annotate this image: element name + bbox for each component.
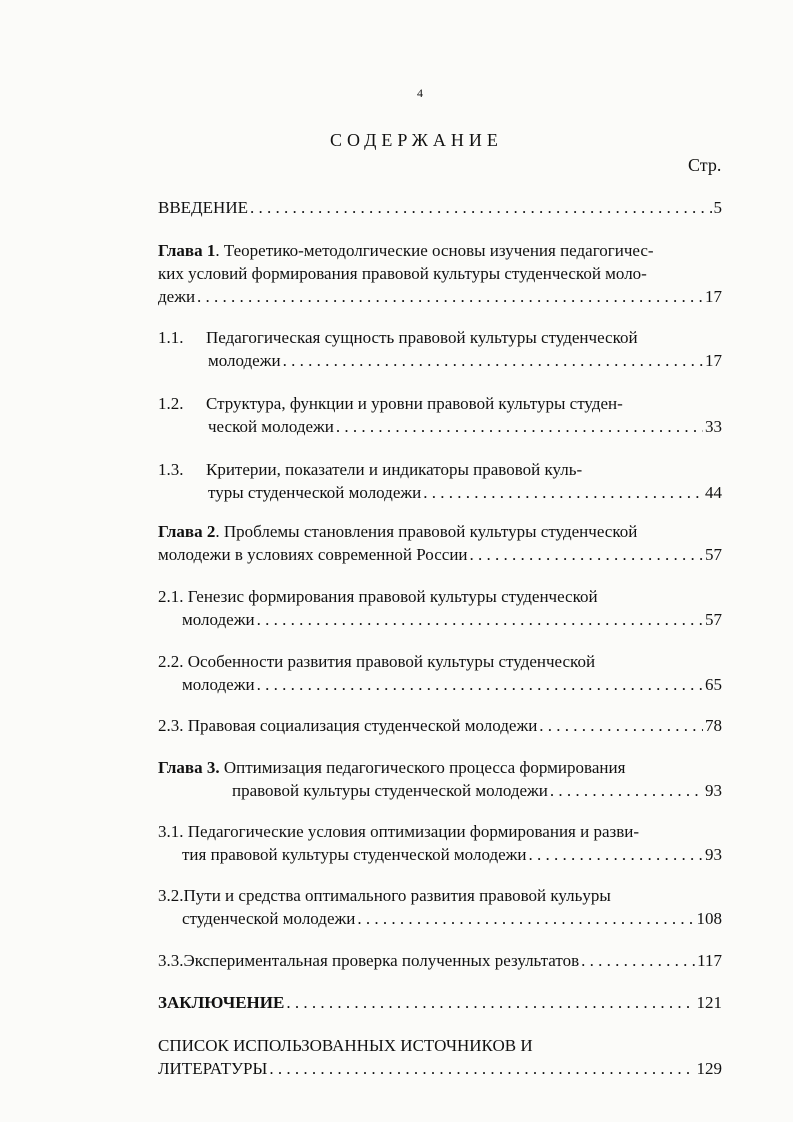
toc-entry-conclusion[interactable] (158, 992, 722, 1014)
toc-entry-chapter-2-line-2 (158, 544, 722, 566)
toc-page-number: 78 (705, 716, 722, 735)
dot-leader (257, 674, 703, 696)
dot-leader (283, 350, 703, 372)
toc-entry-title-cont: молодежи (182, 675, 255, 694)
toc-page-number: 93 (705, 781, 722, 800)
toc-entry-title-cont: ких условий формирования правовой культуры студенческой моло- (158, 264, 647, 283)
toc-page-number: 33 (705, 417, 722, 436)
toc-entry-2-1-line-1[interactable] (158, 586, 722, 608)
section-number: 1.1. (158, 328, 184, 347)
toc-entry-title-cont: молодежи (208, 351, 281, 370)
toc-page-number: 17 (705, 287, 722, 306)
toc-entry-2-3[interactable] (158, 715, 722, 737)
dot-leader (581, 950, 695, 972)
toc-entry-chapter-1-line-1[interactable] (158, 240, 722, 262)
dot-leader (336, 416, 703, 438)
toc-entry-references-line-2 (158, 1058, 722, 1080)
toc-page-number: 57 (705, 545, 722, 564)
toc-page-number: 121 (696, 993, 722, 1012)
toc-entry-2-2-line-2 (182, 674, 722, 696)
dot-leader (470, 544, 703, 566)
toc-entry-title: Структура, функции и уровни правовой культуры студен- (206, 394, 623, 413)
toc-page-number: 17 (705, 351, 722, 370)
dot-leader (250, 197, 712, 219)
toc-page-number: 65 (705, 675, 722, 694)
toc-entry-3-2-line-2 (182, 908, 722, 930)
dot-leader (269, 1058, 694, 1080)
toc-entry-2-2-line-1[interactable] (158, 651, 722, 673)
toc-entry-1-3-line-1[interactable] (158, 459, 722, 481)
toc-entry-3-1-line-1[interactable] (158, 821, 722, 843)
toc-entry-chapter-1-line-2 (158, 263, 722, 285)
toc-entry-1-2-line-1[interactable] (158, 393, 722, 415)
toc-page-number: 108 (696, 909, 722, 928)
toc-entry-title: 2.3. Правовая социализация студенческой молодежи (158, 716, 538, 735)
toc-entry-3-2-line-1[interactable] (158, 885, 722, 907)
toc-entry-title-cont: тия правовой культуры студенческой молодежи (182, 845, 527, 864)
toc-entry-1-2-line-2 (208, 416, 722, 438)
chapter-label: Глава 2 (158, 522, 216, 541)
dot-leader (529, 844, 704, 866)
toc-page-number: 117 (697, 951, 722, 970)
toc-entry-title-cont: правовой культуры студенческой молодежи (232, 781, 548, 800)
toc-entry-chapter-1-line-3 (158, 286, 722, 308)
toc-entry-title: 3.1. Педагогические условия оптимизации формирования и разви- (158, 822, 640, 841)
chapter-label: Глава 1 (158, 241, 216, 260)
toc-entry-title: 3.3.Экспериментальная проверка полученных результатов (158, 951, 580, 970)
toc-entry-title-cont: молодежи в условиях современной России (158, 545, 468, 564)
page-title: СОДЕРЖАНИЕ (330, 130, 503, 150)
toc-entry-title-cont: туры студенческой молодежи (208, 483, 422, 502)
toc-entry-title: ЗАКЛЮЧЕНИЕ (158, 993, 285, 1012)
toc-entry-title: СПИСОК ИСПОЛЬЗОВАННЫХ ИСТОЧНИКОВ И (158, 1036, 533, 1055)
toc-entry-3-3[interactable] (158, 950, 722, 972)
toc-entry-chapter-2-line-1[interactable] (158, 521, 722, 543)
toc-page-number: 5 (713, 198, 722, 217)
toc-entry-chapter-3-line-1[interactable] (158, 757, 722, 779)
toc-entry-title-cont: дежи (158, 287, 196, 306)
toc-page-number: 44 (705, 483, 722, 502)
toc-entry-title-cont: ЛИТЕРАТУРЫ (158, 1059, 268, 1078)
toc-page-number: 129 (696, 1059, 722, 1078)
dot-leader (197, 286, 703, 308)
chapter-label: Глава 3. (158, 758, 220, 777)
toc-entry-title: ВВЕДЕНИЕ (158, 198, 248, 217)
section-number: 1.3. (158, 460, 184, 479)
toc-entry-2-1-line-2 (182, 609, 722, 631)
toc-entry-1-3-line-2 (208, 482, 722, 504)
dot-leader (357, 908, 694, 930)
toc-entry-1-1-line-1[interactable] (158, 327, 722, 349)
toc-entry-references-line-1[interactable] (158, 1035, 722, 1057)
dot-leader (550, 780, 703, 802)
dot-leader (423, 482, 703, 504)
toc-entry-title: Оптимизация педагогического процесса формирования (219, 758, 626, 777)
page-number: 4 (417, 86, 423, 100)
dot-leader (257, 609, 703, 631)
toc-entry-title: 3.2.Пути и средства оптимального развития правовой кульуры (158, 886, 611, 905)
page-column-label: Стр. (688, 155, 722, 175)
toc-entry-title-cont: ческой молодежи (208, 417, 334, 436)
toc-entry-title-cont: молодежи (182, 610, 255, 629)
toc-page-number: 93 (705, 845, 722, 864)
dot-leader (286, 992, 694, 1014)
toc-entry-3-1-line-2 (182, 844, 722, 866)
toc-entry-title: 2.1. Генезис формирования правовой культуры студенческой (158, 587, 598, 606)
toc-entry-title: Педагогическая сущность правовой культуры студенческой (206, 328, 638, 347)
toc-entry-chapter-3-line-2 (232, 780, 722, 802)
toc-entry-title: . Проблемы становления правовой культуры студенческой (215, 522, 638, 541)
toc-entry-title: . Теоретико-методолгические основы изучения педагогичес- (215, 241, 654, 260)
section-number: 1.2. (158, 394, 184, 413)
toc-entry-title: 2.2. Особенности развития правовой культуры студенческой (158, 652, 596, 671)
toc-page-number: 57 (705, 610, 722, 629)
toc-entry-introduction[interactable] (158, 197, 722, 219)
toc-entry-title: Критерии, показатели и индикаторы правовой куль- (206, 460, 583, 479)
toc-entry-1-1-line-2 (208, 350, 722, 372)
dot-leader (539, 715, 703, 737)
toc-entry-title-cont: студенческой молодежи (182, 909, 356, 928)
